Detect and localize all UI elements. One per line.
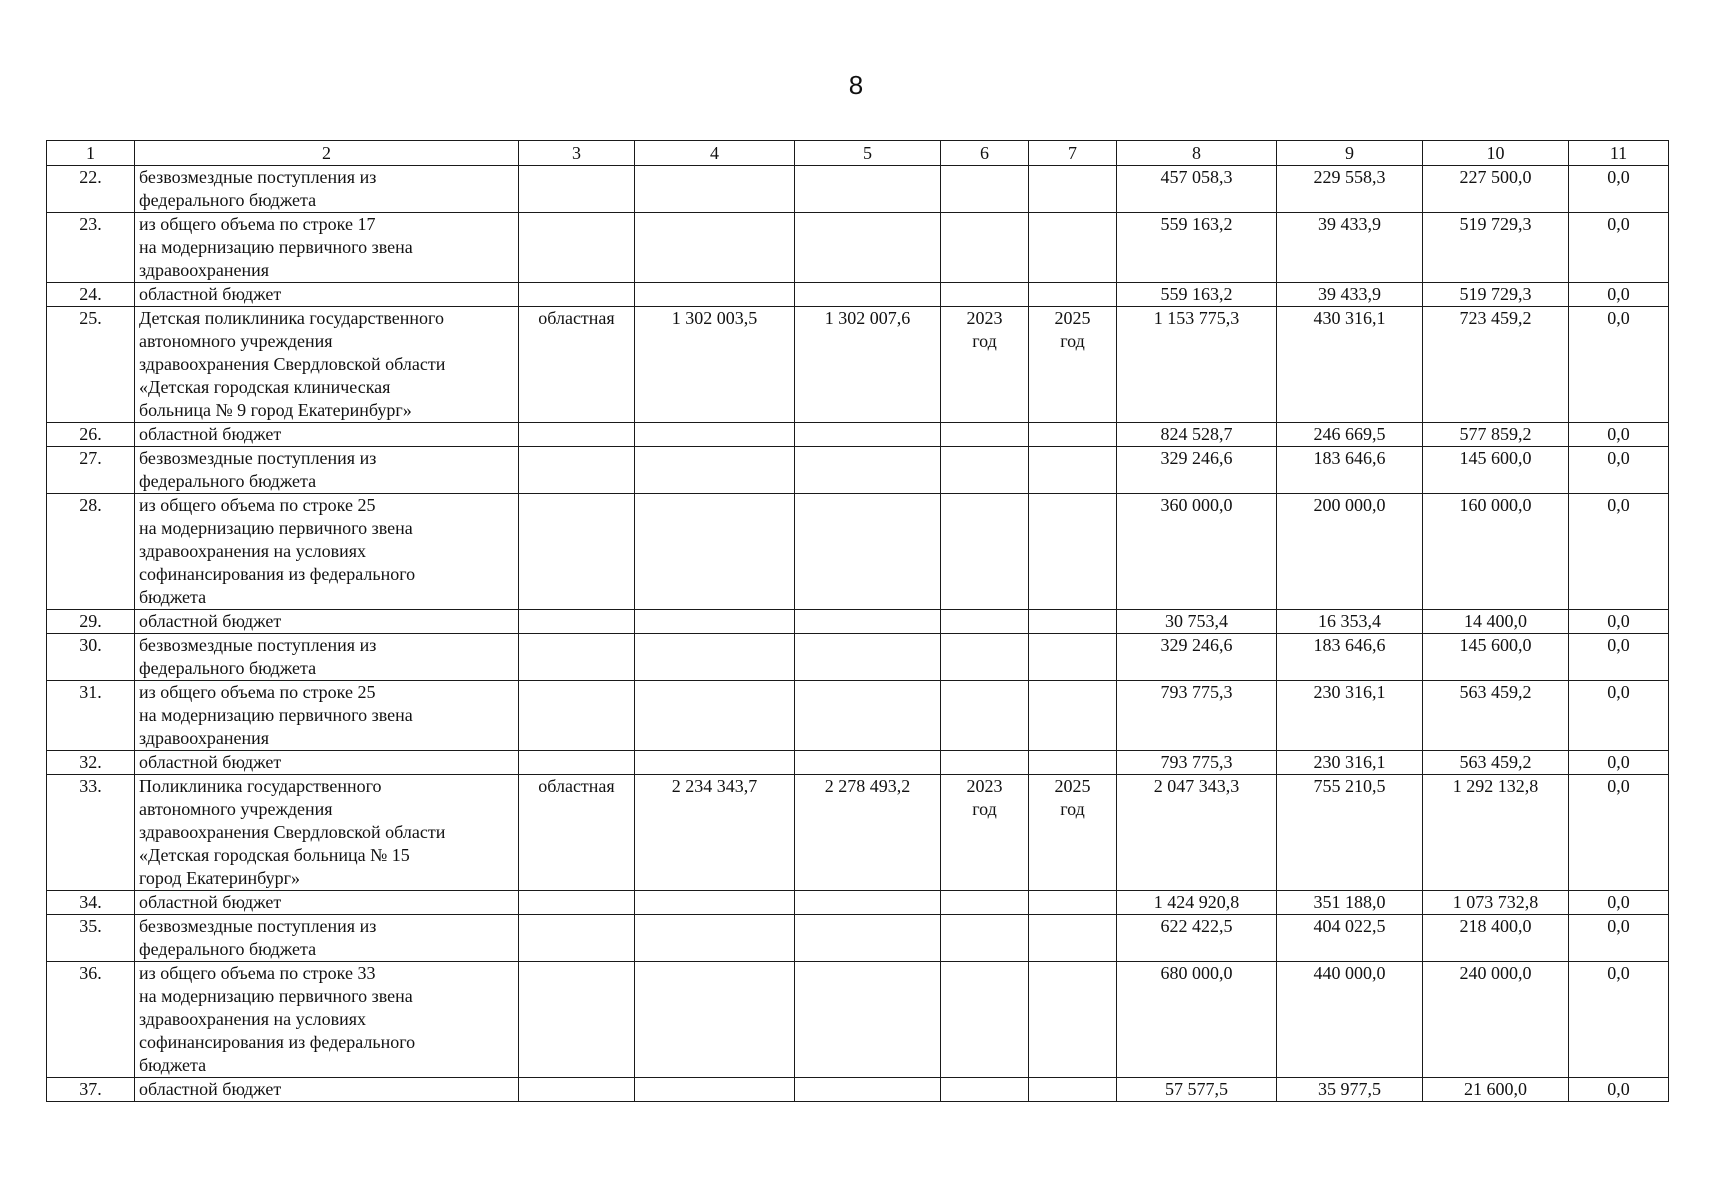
amount-2024-cell: 218 400,0	[1423, 915, 1569, 962]
row-name-cell: областной бюджет	[135, 423, 519, 447]
amount-2025-cell: 0,0	[1569, 751, 1669, 775]
total-cost-cell	[795, 447, 941, 494]
amount-total-cell: 30 753,4	[1117, 610, 1277, 634]
row-name-cell: из общего объема по строке 17 на модернизацию первичного звена здравоохранения	[135, 213, 519, 283]
end-year-cell	[1029, 610, 1117, 634]
table-row	[47, 775, 1669, 891]
amount-2024-cell: 563 459,2	[1423, 751, 1569, 775]
column-header: 6	[941, 141, 1029, 166]
amount-2025-cell: 0,0	[1569, 634, 1669, 681]
column-header: 8	[1117, 141, 1277, 166]
row-name-cell: областной бюджет	[135, 1078, 519, 1102]
amount-2025-cell: 0,0	[1569, 1078, 1669, 1102]
table-row	[47, 915, 1669, 962]
budget-level-cell	[519, 1078, 635, 1102]
estimated-cost-cell: 2 234 343,7	[635, 775, 795, 891]
start-year-cell	[941, 213, 1029, 283]
row-number-cell: 22.	[47, 166, 135, 213]
row-name-cell: безвозмездные поступления из федерального бюджета	[135, 915, 519, 962]
column-header: 11	[1569, 141, 1669, 166]
budget-level-cell	[519, 213, 635, 283]
total-cost-cell	[795, 166, 941, 213]
table-row	[47, 447, 1669, 494]
amount-total-cell: 1 153 775,3	[1117, 307, 1277, 423]
row-number-cell: 30.	[47, 634, 135, 681]
start-year-cell	[941, 166, 1029, 213]
estimated-cost-cell	[635, 891, 795, 915]
amount-2024-cell: 723 459,2	[1423, 307, 1569, 423]
start-year-cell	[941, 634, 1029, 681]
end-year-cell	[1029, 891, 1117, 915]
estimated-cost-cell	[635, 681, 795, 751]
end-year-cell	[1029, 283, 1117, 307]
column-header: 2	[135, 141, 519, 166]
amount-total-cell: 2 047 343,3	[1117, 775, 1277, 891]
amount-2024-cell: 1 073 732,8	[1423, 891, 1569, 915]
row-name-cell: областной бюджет	[135, 610, 519, 634]
column-header: 10	[1423, 141, 1569, 166]
amount-2023-cell: 230 316,1	[1277, 681, 1423, 751]
amount-2025-cell: 0,0	[1569, 962, 1669, 1078]
end-year-cell	[1029, 166, 1117, 213]
amount-2024-cell: 14 400,0	[1423, 610, 1569, 634]
amount-2024-cell: 227 500,0	[1423, 166, 1569, 213]
column-header: 3	[519, 141, 635, 166]
row-name-cell: из общего объема по строке 33 на модернизацию первичного звена здравоохранения на условиях софинансирования из федерального бюджета	[135, 962, 519, 1078]
end-year-cell	[1029, 962, 1117, 1078]
amount-2025-cell: 0,0	[1569, 423, 1669, 447]
estimated-cost-cell	[635, 283, 795, 307]
end-year-cell	[1029, 915, 1117, 962]
amount-2024-cell: 519 729,3	[1423, 283, 1569, 307]
amount-total-cell: 680 000,0	[1117, 962, 1277, 1078]
estimated-cost-cell	[635, 423, 795, 447]
total-cost-cell: 2 278 493,2	[795, 775, 941, 891]
table-row	[47, 1078, 1669, 1102]
amount-2025-cell: 0,0	[1569, 775, 1669, 891]
amount-2023-cell: 246 669,5	[1277, 423, 1423, 447]
row-number-cell: 32.	[47, 751, 135, 775]
amount-2023-cell: 200 000,0	[1277, 494, 1423, 610]
amount-2023-cell: 39 433,9	[1277, 283, 1423, 307]
row-name-cell: безвозмездные поступления из федерального бюджета	[135, 634, 519, 681]
amount-2025-cell: 0,0	[1569, 283, 1669, 307]
budget-level-cell	[519, 634, 635, 681]
row-name-cell: Поликлиника государственного автономного учреждения здравоохранения Свердловской области «Детская городская больница № 15 город Екатеринбург»	[135, 775, 519, 891]
amount-2023-cell: 430 316,1	[1277, 307, 1423, 423]
budget-level-cell	[519, 610, 635, 634]
amount-2025-cell: 0,0	[1569, 447, 1669, 494]
estimated-cost-cell	[635, 962, 795, 1078]
table-row	[47, 307, 1669, 423]
amount-2023-cell: 440 000,0	[1277, 962, 1423, 1078]
amount-2024-cell: 21 600,0	[1423, 1078, 1569, 1102]
row-number-cell: 26.	[47, 423, 135, 447]
table-row	[47, 283, 1669, 307]
page-number: 8	[848, 70, 864, 100]
amount-total-cell: 824 528,7	[1117, 423, 1277, 447]
estimated-cost-cell	[635, 915, 795, 962]
total-cost-cell	[795, 213, 941, 283]
budget-level-cell: областная	[519, 775, 635, 891]
total-cost-cell	[795, 751, 941, 775]
row-name-cell: безвозмездные поступления из федерального бюджета	[135, 447, 519, 494]
amount-2023-cell: 229 558,3	[1277, 166, 1423, 213]
estimated-cost-cell: 1 302 003,5	[635, 307, 795, 423]
end-year-cell	[1029, 213, 1117, 283]
amount-total-cell: 793 775,3	[1117, 751, 1277, 775]
end-year-cell	[1029, 751, 1117, 775]
amount-2024-cell: 1 292 132,8	[1423, 775, 1569, 891]
amount-total-cell: 57 577,5	[1117, 1078, 1277, 1102]
amount-2023-cell: 35 977,5	[1277, 1078, 1423, 1102]
table-body	[47, 166, 1669, 1102]
start-year-cell: 2023 год	[941, 775, 1029, 891]
column-header: 5	[795, 141, 941, 166]
amount-2024-cell: 145 600,0	[1423, 634, 1569, 681]
start-year-cell	[941, 891, 1029, 915]
budget-level-cell	[519, 962, 635, 1078]
row-name-cell: из общего объема по строке 25 на модернизацию первичного звена здравоохранения	[135, 681, 519, 751]
end-year-cell: 2025 год	[1029, 307, 1117, 423]
end-year-cell	[1029, 634, 1117, 681]
amount-2025-cell: 0,0	[1569, 166, 1669, 213]
table-row	[47, 681, 1669, 751]
budget-level-cell	[519, 283, 635, 307]
end-year-cell	[1029, 494, 1117, 610]
total-cost-cell	[795, 283, 941, 307]
amount-2023-cell: 230 316,1	[1277, 751, 1423, 775]
row-number-cell: 33.	[47, 775, 135, 891]
amount-total-cell: 457 058,3	[1117, 166, 1277, 213]
row-name-cell: безвозмездные поступления из федерального бюджета	[135, 166, 519, 213]
table-row	[47, 213, 1669, 283]
budget-level-cell	[519, 915, 635, 962]
table-row	[47, 494, 1669, 610]
total-cost-cell	[795, 915, 941, 962]
column-header: 1	[47, 141, 135, 166]
budget-level-cell	[519, 751, 635, 775]
budget-level-cell	[519, 681, 635, 751]
amount-2024-cell: 563 459,2	[1423, 681, 1569, 751]
end-year-cell	[1029, 681, 1117, 751]
row-number-cell: 25.	[47, 307, 135, 423]
table-row	[47, 751, 1669, 775]
start-year-cell	[941, 681, 1029, 751]
total-cost-cell	[795, 681, 941, 751]
amount-2025-cell: 0,0	[1569, 681, 1669, 751]
amount-2024-cell: 160 000,0	[1423, 494, 1569, 610]
budget-level-cell	[519, 423, 635, 447]
total-cost-cell	[795, 891, 941, 915]
start-year-cell	[941, 283, 1029, 307]
budget-level-cell: областная	[519, 307, 635, 423]
total-cost-cell	[795, 494, 941, 610]
row-number-cell: 36.	[47, 962, 135, 1078]
amount-total-cell: 360 000,0	[1117, 494, 1277, 610]
row-number-cell: 37.	[47, 1078, 135, 1102]
row-name-cell: областной бюджет	[135, 751, 519, 775]
amount-2023-cell: 183 646,6	[1277, 634, 1423, 681]
total-cost-cell: 1 302 007,6	[795, 307, 941, 423]
table-row	[47, 891, 1669, 915]
end-year-cell	[1029, 447, 1117, 494]
amount-2024-cell: 577 859,2	[1423, 423, 1569, 447]
amount-2025-cell: 0,0	[1569, 915, 1669, 962]
amount-2025-cell: 0,0	[1569, 610, 1669, 634]
total-cost-cell	[795, 634, 941, 681]
amount-2023-cell: 755 210,5	[1277, 775, 1423, 891]
amount-2024-cell: 519 729,3	[1423, 213, 1569, 283]
row-number-cell: 27.	[47, 447, 135, 494]
amount-total-cell: 329 246,6	[1117, 634, 1277, 681]
column-header: 7	[1029, 141, 1117, 166]
budget-level-cell	[519, 447, 635, 494]
table-row	[47, 634, 1669, 681]
row-name-cell: областной бюджет	[135, 283, 519, 307]
row-number-cell: 35.	[47, 915, 135, 962]
amount-2025-cell: 0,0	[1569, 494, 1669, 610]
column-header: 4	[635, 141, 795, 166]
budget-level-cell	[519, 494, 635, 610]
table-row	[47, 166, 1669, 213]
start-year-cell	[941, 751, 1029, 775]
table-row	[47, 423, 1669, 447]
estimated-cost-cell	[635, 213, 795, 283]
amount-2025-cell: 0,0	[1569, 891, 1669, 915]
row-number-cell: 31.	[47, 681, 135, 751]
amount-2023-cell: 16 353,4	[1277, 610, 1423, 634]
amount-2025-cell: 0,0	[1569, 213, 1669, 283]
row-number-cell: 34.	[47, 891, 135, 915]
amount-2023-cell: 351 188,0	[1277, 891, 1423, 915]
end-year-cell	[1029, 1078, 1117, 1102]
start-year-cell	[941, 962, 1029, 1078]
total-cost-cell	[795, 962, 941, 1078]
row-number-cell: 24.	[47, 283, 135, 307]
amount-total-cell: 559 163,2	[1117, 213, 1277, 283]
amount-2023-cell: 404 022,5	[1277, 915, 1423, 962]
budget-level-cell	[519, 166, 635, 213]
start-year-cell: 2023 год	[941, 307, 1029, 423]
total-cost-cell	[795, 1078, 941, 1102]
estimated-cost-cell	[635, 447, 795, 494]
amount-total-cell: 1 424 920,8	[1117, 891, 1277, 915]
amount-2023-cell: 183 646,6	[1277, 447, 1423, 494]
start-year-cell	[941, 423, 1029, 447]
amount-2023-cell: 39 433,9	[1277, 213, 1423, 283]
end-year-cell: 2025 год	[1029, 775, 1117, 891]
row-name-cell: областной бюджет	[135, 891, 519, 915]
start-year-cell	[941, 1078, 1029, 1102]
amount-2024-cell: 240 000,0	[1423, 962, 1569, 1078]
row-number-cell: 29.	[47, 610, 135, 634]
row-name-cell: Детская поликлиника государственного автономного учреждения здравоохранения Свердловской области «Детская городская клиническая больница № 9 город Екатеринбург»	[135, 307, 519, 423]
amount-total-cell: 622 422,5	[1117, 915, 1277, 962]
total-cost-cell	[795, 610, 941, 634]
start-year-cell	[941, 915, 1029, 962]
amount-total-cell: 793 775,3	[1117, 681, 1277, 751]
estimated-cost-cell	[635, 166, 795, 213]
estimated-cost-cell	[635, 494, 795, 610]
amount-2025-cell: 0,0	[1569, 307, 1669, 423]
total-cost-cell	[795, 423, 941, 447]
row-number-cell: 28.	[47, 494, 135, 610]
amount-total-cell: 329 246,6	[1117, 447, 1277, 494]
table-row	[47, 962, 1669, 1078]
end-year-cell	[1029, 423, 1117, 447]
column-header: 9	[1277, 141, 1423, 166]
row-number-cell: 23.	[47, 213, 135, 283]
amount-total-cell: 559 163,2	[1117, 283, 1277, 307]
start-year-cell	[941, 494, 1029, 610]
start-year-cell	[941, 447, 1029, 494]
table-row	[47, 610, 1669, 634]
estimated-cost-cell	[635, 751, 795, 775]
row-name-cell: из общего объема по строке 25 на модернизацию первичного звена здравоохранения на условиях софинансирования из федерального бюджета	[135, 494, 519, 610]
column-number-row	[47, 141, 1669, 166]
budget-level-cell	[519, 891, 635, 915]
amount-2024-cell: 145 600,0	[1423, 447, 1569, 494]
estimated-cost-cell	[635, 610, 795, 634]
estimated-cost-cell	[635, 1078, 795, 1102]
financing-table	[46, 140, 1669, 1102]
estimated-cost-cell	[635, 634, 795, 681]
start-year-cell	[941, 610, 1029, 634]
